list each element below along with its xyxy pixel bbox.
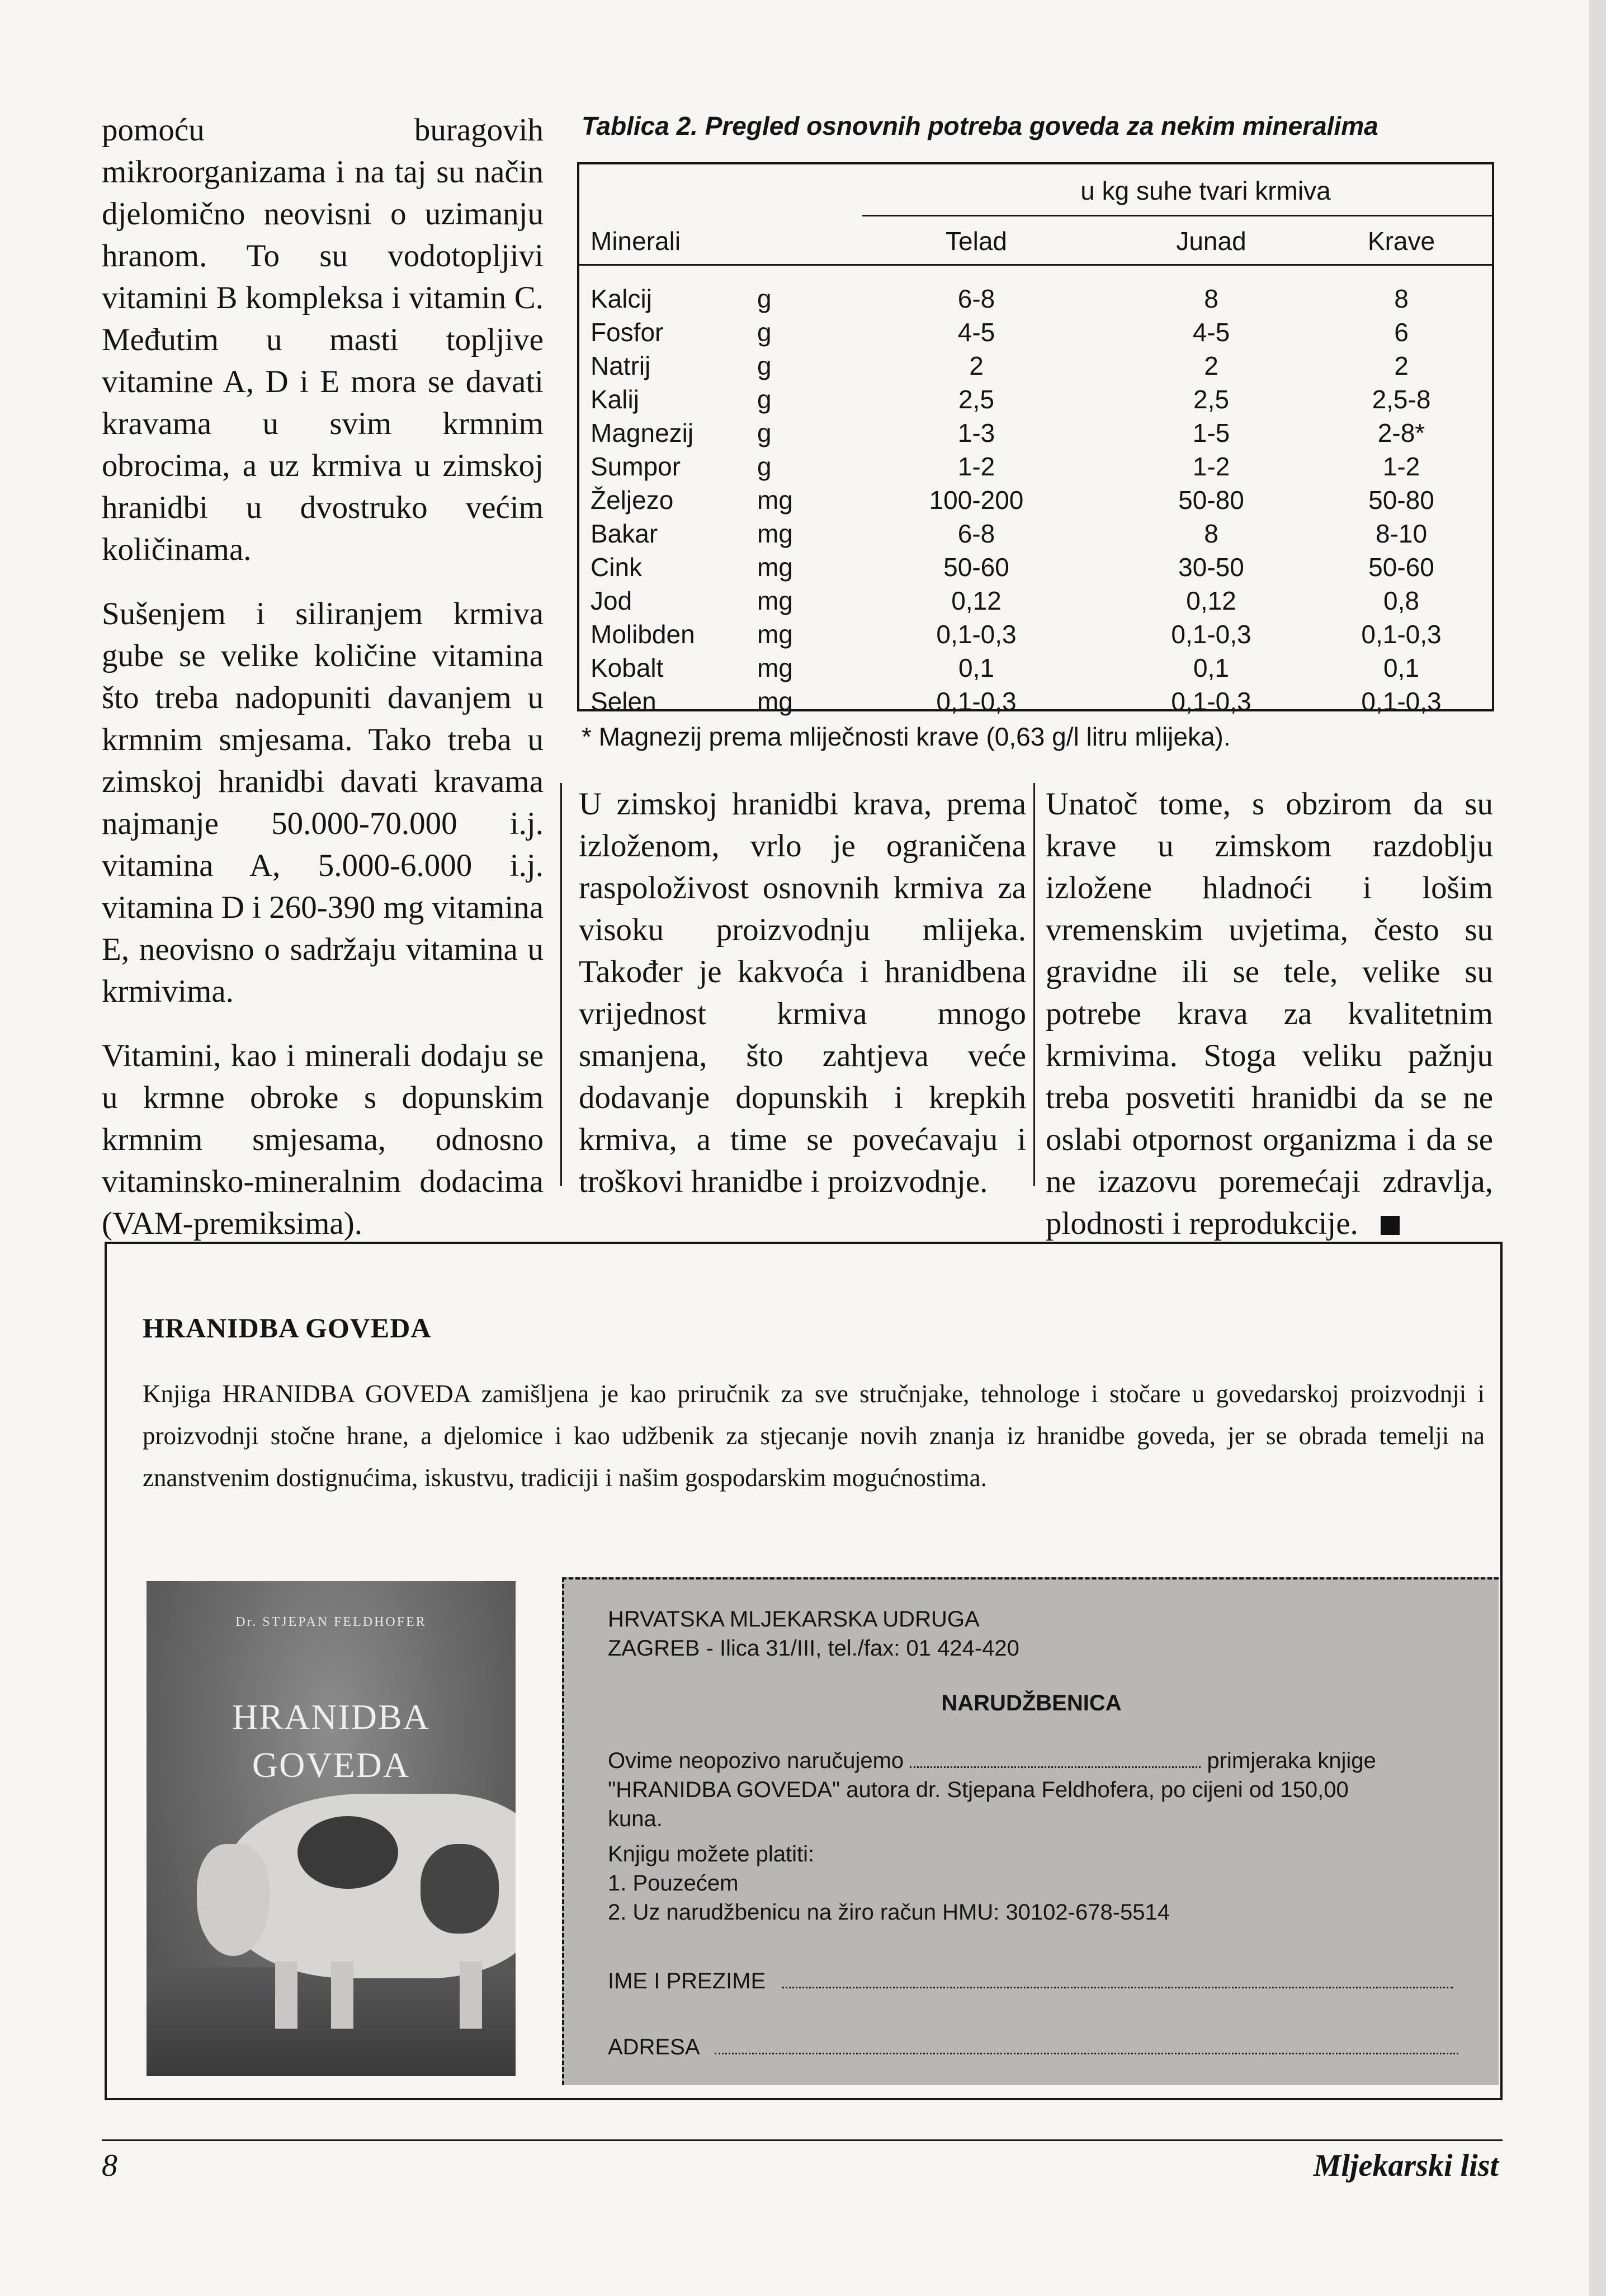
- cell-name: Natrij: [591, 351, 651, 380]
- book-title-line: HRANIDBA: [232, 1697, 430, 1737]
- cell-junad: 0,1-0,3: [1171, 687, 1251, 716]
- cell-telad: 0,1: [958, 653, 994, 682]
- payment-title: Knjigu možete platiti:: [608, 1842, 815, 1866]
- end-of-article-mark: [1381, 1216, 1400, 1235]
- cell-krave: 50-60: [1368, 553, 1434, 582]
- table-row: [579, 315, 1492, 349]
- cell-krave: 1-2: [1382, 452, 1420, 481]
- paragraph: U zimskoj hranidbi krava, prema izloženom, vrlo je ograničena raspoloživost osnovnih krmiva za visoku proizvodnju mlijeka. Također je kakvoća i hranidbena vrijednost krmiva mnogo smanjena, što zahtjeva veće dodavanje dopunskih i krepkih krmiva, a time se povećavaju i troškovi hranidbe i proizvodnje.: [579, 786, 1026, 1199]
- cell-unit: g: [757, 284, 772, 313]
- table-row: [579, 450, 1492, 483]
- payment-option-2: 2. Uz narudžbenicu na žiro račun HMU: 30102-678-5514: [608, 1900, 1170, 1925]
- cell-name: Jod: [591, 586, 632, 615]
- cell-unit: mg: [757, 553, 793, 582]
- cell-junad: 4-5: [1192, 318, 1230, 347]
- table-row: [579, 651, 1492, 685]
- column-rule: [560, 783, 562, 1186]
- cell-unit: g: [757, 318, 772, 347]
- table-row: [579, 617, 1492, 651]
- table-row: [579, 550, 1492, 584]
- table-group-header: u kg suhe tvari krmiva: [1080, 176, 1331, 205]
- cell-telad: 4-5: [957, 318, 995, 347]
- table-row: [579, 349, 1492, 383]
- table-caption: Tablica 2. Pregled osnovnih potreba goveda za nekim mineralima: [582, 111, 1378, 140]
- cell-krave: 8-10: [1375, 519, 1428, 548]
- cell-unit: mg: [757, 485, 793, 515]
- advert-text: Knjiga HRANIDBA GOVEDA zamišljena je kao priručnik za sve stručnjake, tehnologe i stočare u govedarskoj proizvodnji i proizvodnji stočne hrane, a djelomice i kao udžbenik za stjecanje novih znanja iz hranidbe goveda, jer se obrada temelji na znanstvenim dostignućima, iskustvu, tradiciji i našim gospodarskim mogućnostima.: [143, 1380, 1485, 1492]
- paragraph: Sušenjem i siliranjem krmiva gube se velike količine vitamina što treba nadopuniti davanjem u krmnim smjesama. Tako treba u zimskoj hranidbi davati kravama najmanje 50.000-70.000 i.j. vitamina A, 5.000-6.000 i.j. vitamina D i 260-390 mg vitamina E, neovisno o sadržaju vitamina u krmivima.: [102, 596, 544, 1009]
- middle-column-2: [1046, 783, 1493, 1244]
- cell-telad: 100-200: [929, 485, 1024, 515]
- left-column: [102, 109, 544, 1267]
- cell-krave: 2,5-8: [1372, 385, 1431, 414]
- header-minerali: Minerali: [591, 227, 681, 256]
- paragraph: Vitamini, kao i minerali dodaju se u krmne obroke s dopunskim krmnim smjesama, odnosno vitaminsko-mineralnim dodacima (VAM-premiksima).: [102, 1038, 544, 1241]
- cell-unit: g: [757, 452, 772, 481]
- order-heading: NARUDŽBENICA: [941, 1691, 1122, 1715]
- book-cover-image: [147, 1581, 516, 2076]
- order-line-3: kuna.: [608, 1807, 663, 1831]
- cell-krave: 0,8: [1383, 586, 1419, 615]
- book-title-line: GOVEDA: [252, 1745, 410, 1785]
- cell-krave: 6: [1394, 318, 1409, 347]
- cell-name: Kalcij: [591, 284, 652, 313]
- header-krave: Krave: [1367, 227, 1435, 256]
- cell-krave: 0,1: [1383, 653, 1419, 682]
- cell-telad: 1-3: [957, 418, 995, 447]
- table-row: [579, 584, 1492, 617]
- cell-telad: 6-8: [957, 284, 995, 313]
- cell-junad: 0,1-0,3: [1171, 620, 1251, 649]
- minerals-table: [577, 162, 1494, 716]
- cell-name: Fosfor: [591, 318, 664, 347]
- order-org: HRVATSKA MLJEKARSKA UDRUGA: [608, 1607, 980, 1632]
- table-row: [579, 685, 1492, 718]
- cell-name: Sumpor: [591, 452, 681, 481]
- cell-name: Selen: [591, 687, 656, 716]
- cell-junad: 0,12: [1186, 586, 1236, 615]
- table-row: [579, 517, 1492, 550]
- table-row: [579, 416, 1492, 450]
- cell-name: Magnezij: [591, 418, 694, 447]
- cell-telad: 2,5: [958, 385, 994, 414]
- cell-telad: 50-60: [943, 553, 1009, 582]
- table-footnote: * Magnezij prema mliječnosti krave (0,63 g/l litru mlijeka).: [582, 722, 1231, 751]
- name-row: IME I PREZIME: [608, 1967, 1453, 1996]
- cell-unit: g: [757, 418, 772, 447]
- table-row: [579, 483, 1492, 517]
- cell-name: Kalij: [591, 385, 639, 414]
- name-field[interactable]: [782, 1987, 1453, 1988]
- cell-telad: 1-2: [957, 452, 995, 481]
- cell-unit: mg: [757, 687, 793, 716]
- address-field[interactable]: [715, 2053, 1458, 2054]
- payment-option-1: 1. Pouzećem: [608, 1871, 739, 1896]
- table-row: [579, 383, 1492, 416]
- paragraph: pomoću buragovih mikroorganizama i na taj su način djelomično neovisni o uzimanju hranom. To su vodotopljivi vitamini B kompleksa i vitamin C. Međutim u masti topljive vitamine A, D i E mora se davati kravama u svim krmnim obrocima, a uz krmiva u zimskoj hranidbi u dvostruko većim količinama.: [102, 112, 544, 567]
- cell-unit: mg: [757, 620, 793, 649]
- cell-telad: 0,12: [951, 586, 1002, 615]
- cell-krave: 2: [1394, 351, 1409, 380]
- address-row: ADRESA: [608, 2033, 1458, 2062]
- cell-telad: 6-8: [957, 519, 995, 548]
- cell-unit: g: [757, 385, 772, 414]
- cell-junad: 2: [1204, 351, 1218, 380]
- paragraph: Unatoč tome, s obzirom da su krave u zimskom razdoblju izložene hladnoći i lošim vremenskim uvjetima, često su gravidne ili se tele, velike su potrebe krava za kvalitetnim krmivima. Stoga veliku pažnju treba posvetiti hranidbi da se ne oslabi otpornost organizma i da se ne izazovu poremećaji zdravlja, plodnosti i reprodukcije.: [1046, 786, 1493, 1241]
- scan-edge: [1589, 0, 1606, 2296]
- table-row: [579, 282, 1492, 315]
- book-title: [147, 1693, 516, 1789]
- cell-krave: 0,1-0,3: [1361, 687, 1442, 716]
- header-junad: Junad: [1176, 227, 1246, 256]
- cell-junad: 0,1: [1193, 653, 1229, 682]
- cell-junad: 8: [1204, 284, 1218, 313]
- column-rule: [1033, 783, 1035, 1186]
- cell-junad: 30-50: [1178, 553, 1244, 582]
- cell-junad: 2,5: [1193, 385, 1229, 414]
- cell-junad: 1-2: [1192, 452, 1230, 481]
- cell-telad: 0,1-0,3: [936, 620, 1017, 649]
- order-line-2: "HRANIDBA GOVEDA" autora dr. Stjepana Feldhofera, po cijeni od 150,00: [608, 1778, 1349, 1802]
- footer-rule: [102, 2139, 1503, 2141]
- order-address: ZAGREB - Ilica 31/III, tel./fax: 01 424-420: [608, 1636, 1019, 1661]
- cell-unit: mg: [757, 586, 793, 615]
- quantity-field[interactable]: [910, 1766, 1201, 1768]
- cell-junad: 1-5: [1192, 418, 1230, 447]
- cell-krave: 50-80: [1368, 485, 1434, 515]
- cell-krave: 2-8*: [1377, 418, 1425, 447]
- middle-column-1: [579, 783, 1026, 1203]
- cell-krave: 8: [1394, 284, 1409, 313]
- cell-name: Molibden: [591, 620, 695, 649]
- header-telad: Telad: [946, 227, 1007, 256]
- cell-junad: 8: [1204, 519, 1218, 548]
- cell-unit: g: [757, 351, 772, 380]
- cell-telad: 0,1-0,3: [936, 687, 1017, 716]
- book-author: Dr. STJEPAN FELDHOFER: [235, 1615, 427, 1629]
- page-number: 8: [102, 2148, 117, 2183]
- cell-name: Kobalt: [591, 653, 664, 682]
- cow-head: [197, 1844, 270, 1956]
- cell-unit: mg: [757, 653, 793, 682]
- cell-unit: mg: [757, 519, 793, 548]
- order-form: [562, 1577, 1499, 2085]
- cell-junad: 50-80: [1178, 485, 1244, 515]
- cell-name: Bakar: [591, 519, 658, 548]
- cell-telad: 2: [969, 351, 984, 380]
- cell-krave: 0,1-0,3: [1361, 620, 1442, 649]
- advert-title: HRANIDBA GOVEDA: [143, 1312, 432, 1343]
- cell-name: Cink: [591, 553, 643, 582]
- cell-name: Željezo: [591, 485, 674, 515]
- order-line-1: Ovime neopozivo naručujemo primjeraka knjige: [608, 1748, 1376, 1773]
- publication-name: Mljekarski list: [1313, 2148, 1499, 2183]
